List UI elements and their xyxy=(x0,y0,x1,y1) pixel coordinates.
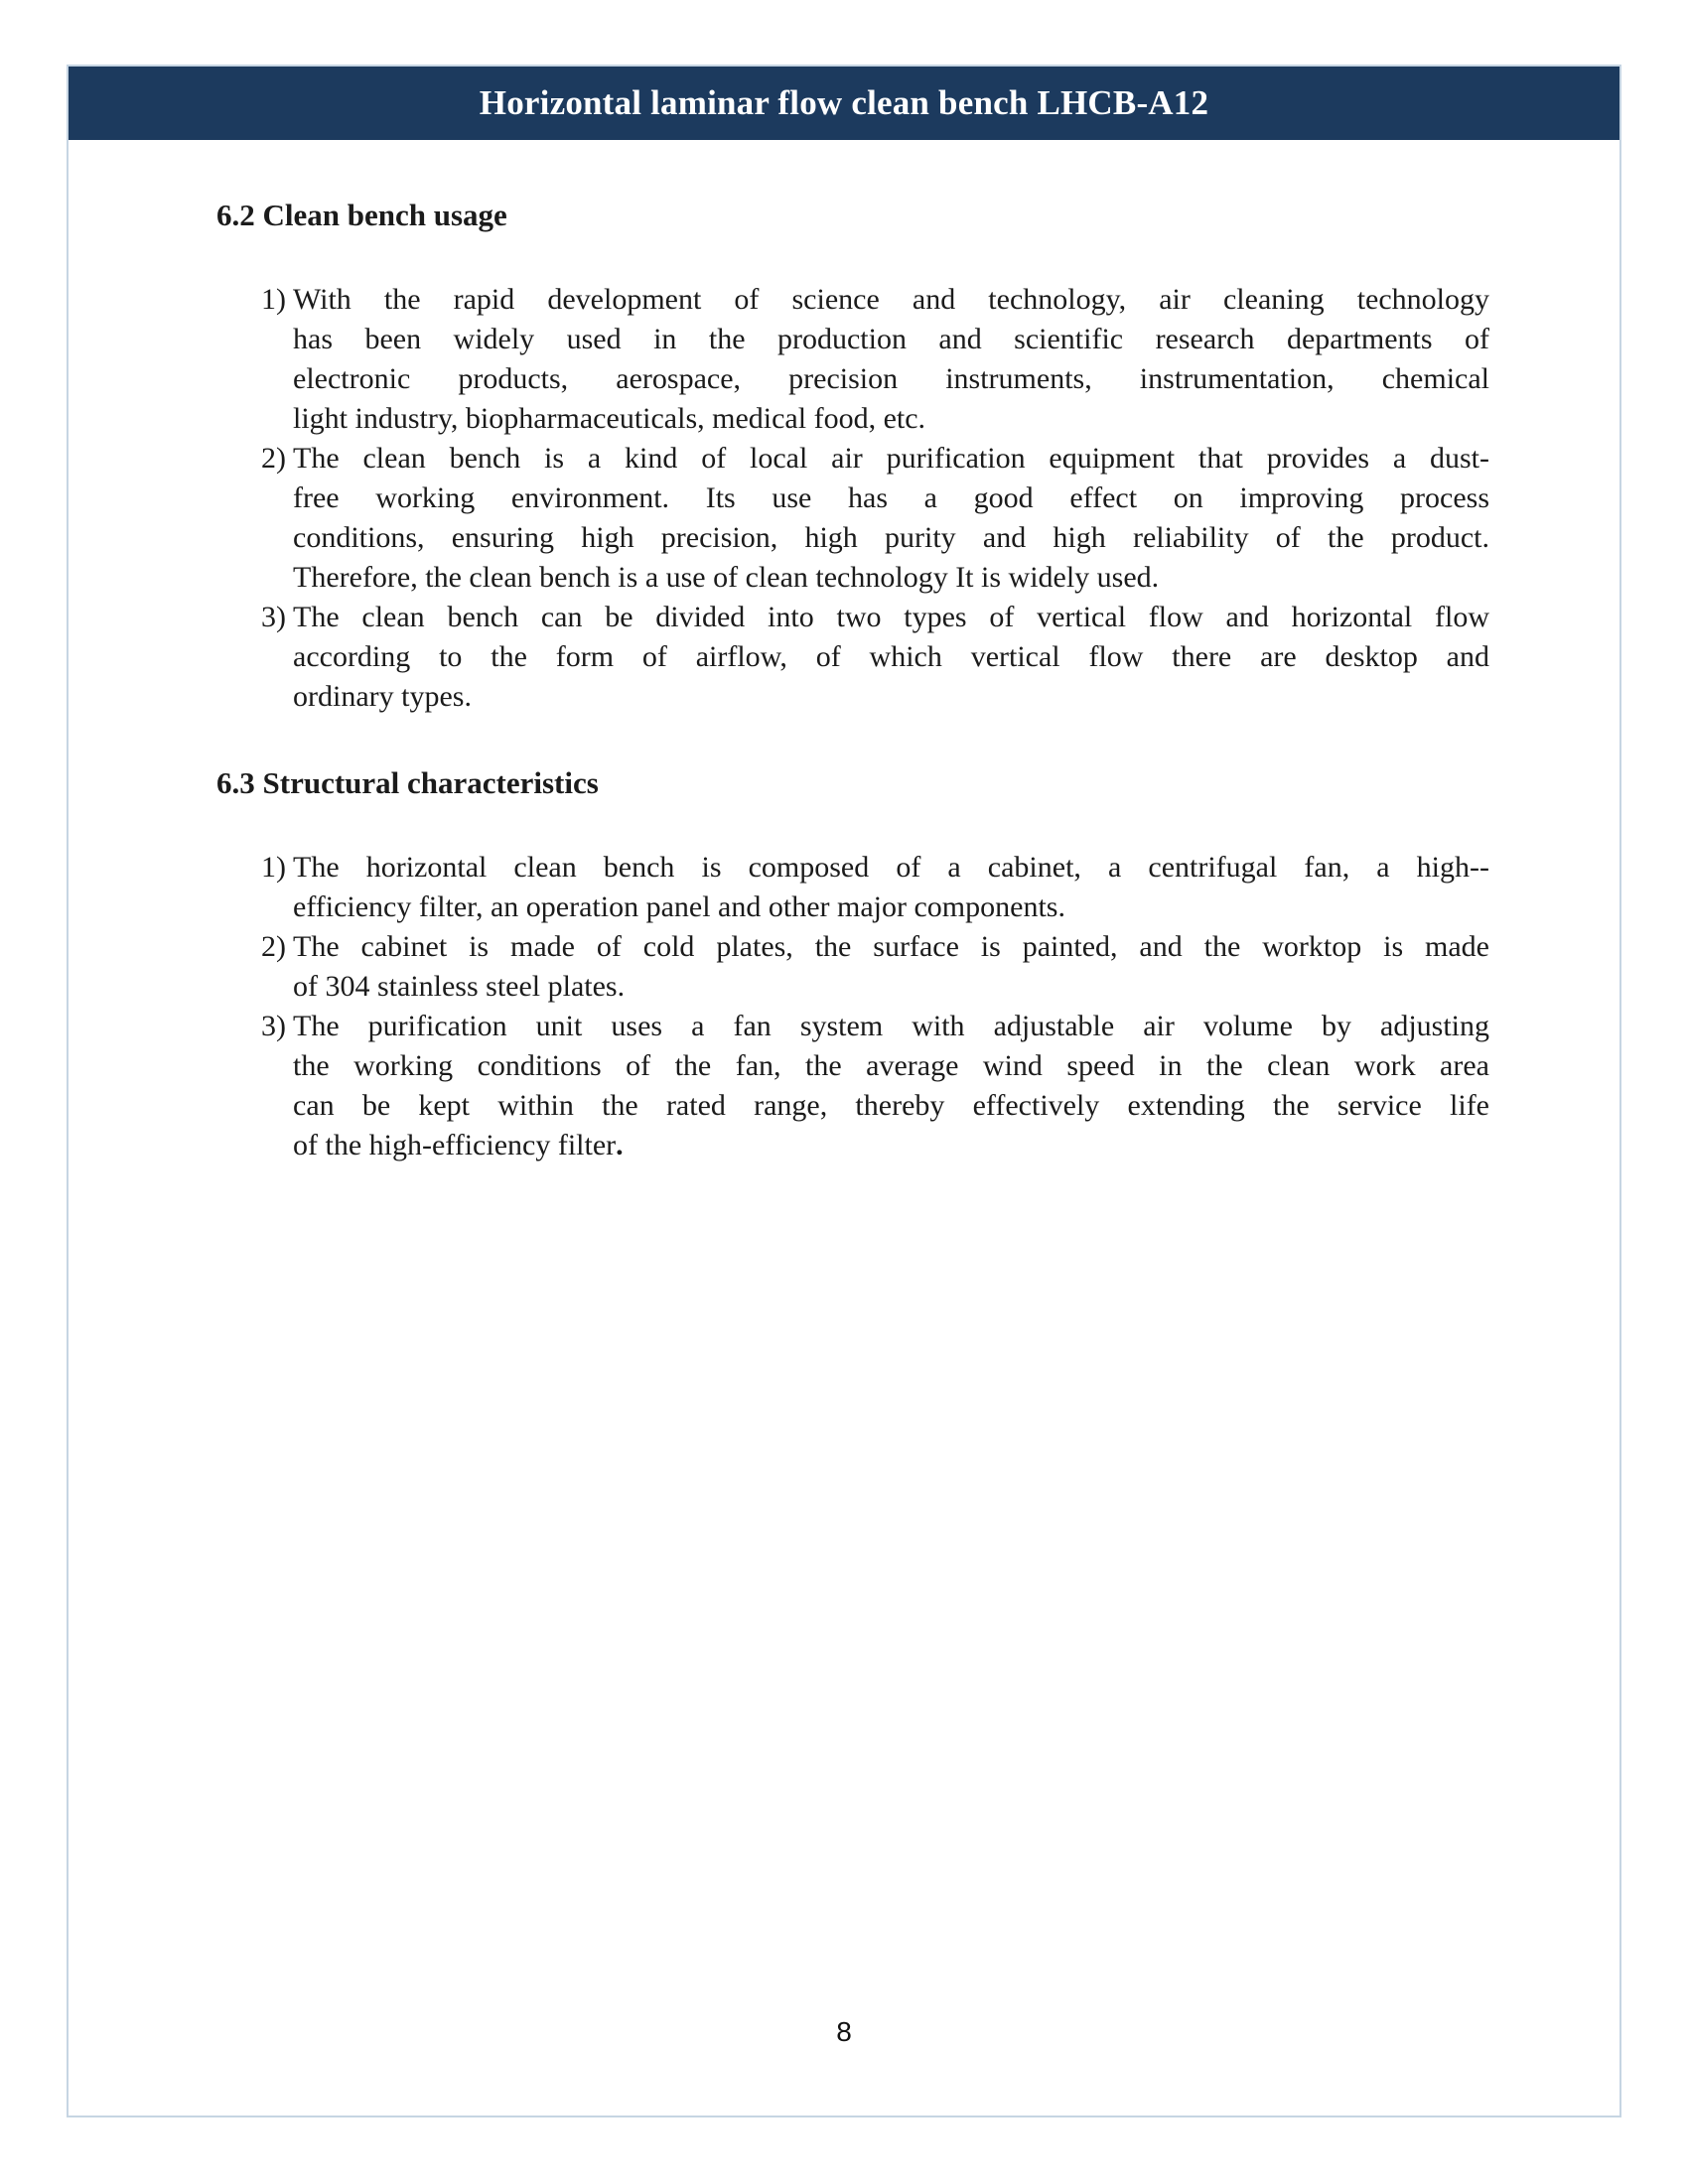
text-line: ordinary types. xyxy=(293,680,472,713)
list-item-number: 2) xyxy=(261,930,286,963)
text-line: has been widely used in the production and scientific research departments of xyxy=(293,323,1489,355)
text-line: efficiency filter, an operation panel and other major components. xyxy=(293,890,1065,923)
list-item-text xyxy=(293,848,1489,927)
list-item-number: 3) xyxy=(261,1010,286,1042)
list-item-number: 1) xyxy=(261,283,286,316)
section-heading-6-2: 6.2 Clean bench usage xyxy=(216,198,507,232)
text-line: the working conditions of the fan, the average wind speed in the clean work area xyxy=(293,1049,1489,1082)
title-bar xyxy=(69,67,1619,140)
text-line: free working environment. Its use has a good effect on improving process xyxy=(293,481,1489,514)
list-item-number: 3) xyxy=(261,601,286,633)
text-line: The clean bench is a kind of local air purification equipment that provides a dust- xyxy=(293,442,1489,475)
text-line: electronic products, aerospace, precision instruments, instrumentation, chemical xyxy=(293,362,1489,395)
list-item-number: 1) xyxy=(261,851,286,884)
text-line: conditions, ensuring high precision, high purity and high reliability of the product. xyxy=(293,521,1489,554)
text-line-fragment: of the high-efficiency filter xyxy=(293,1129,617,1161)
text-line: The purification unit uses a fan system with adjustable air volume by adjusting xyxy=(293,1010,1489,1042)
text-line: of 304 stainless steel plates. xyxy=(293,970,626,1003)
list-item xyxy=(261,848,1619,927)
list-item xyxy=(261,598,1619,717)
text-line: Therefore, the clean bench is a use of clean technology It is widely used. xyxy=(293,561,1160,594)
text-line: The clean bench can be divided into two types of vertical flow and horizontal flow xyxy=(293,601,1489,633)
list-item-number: 2) xyxy=(261,442,286,475)
text-line: light industry, biopharmaceuticals, medical food, etc. xyxy=(293,402,926,435)
section-6-2-list xyxy=(69,280,1619,717)
text-line: The horizontal clean bench is composed of a cabinet, a centrifugal fan, a high-- xyxy=(293,851,1489,884)
list-item-text xyxy=(293,439,1489,598)
list-item-text xyxy=(293,927,1489,1007)
list-item-text xyxy=(293,1007,1489,1165)
page-frame xyxy=(67,65,1621,2117)
list-item-text xyxy=(293,280,1489,439)
text-line: With the rapid development of science and technology, air cleaning technology xyxy=(293,283,1489,316)
page-number: 8 xyxy=(836,2016,852,2047)
text-line: The cabinet is made of cold plates, the surface is painted, and the worktop is made xyxy=(293,930,1489,963)
document-title: Horizontal laminar flow clean bench LHCB-A12 xyxy=(479,83,1209,122)
text-line: can be kept within the rated range, thereby effectively extending the service life xyxy=(293,1089,1489,1122)
text-line: according to the form of airflow, of which vertical flow there are desktop and xyxy=(293,640,1489,673)
text-line xyxy=(293,1126,1489,1165)
list-item-text xyxy=(293,598,1489,717)
list-item xyxy=(261,280,1619,439)
section-heading-6-3: 6.3 Structural characteristics xyxy=(216,765,599,800)
list-item xyxy=(261,1007,1619,1165)
section-6-3-list xyxy=(69,848,1619,1165)
bold-period: . xyxy=(616,1129,624,1161)
list-item xyxy=(261,927,1619,1007)
list-item xyxy=(261,439,1619,598)
